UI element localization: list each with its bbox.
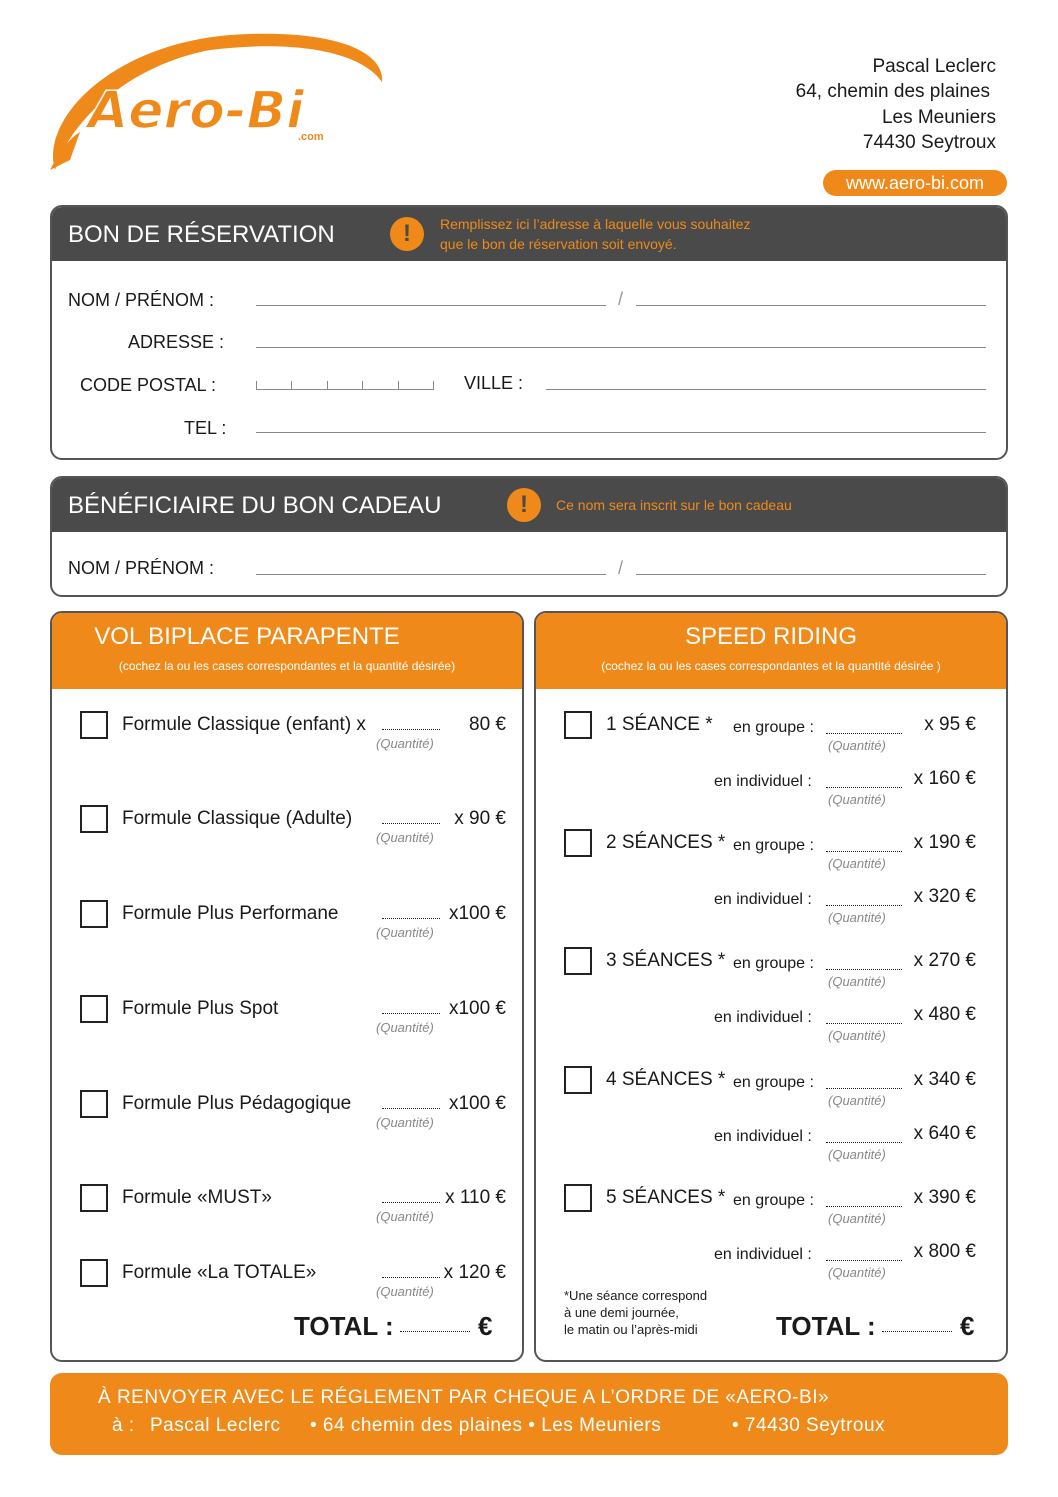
session-note-line3: le matin ou l’après-midi	[564, 1322, 698, 1337]
quantity-label: (Quantité)	[828, 1028, 886, 1043]
beneficiary-warning: Ce nom sera inscrit sur le bon cadeau	[556, 497, 792, 513]
return-name: Pascal Leclerc	[150, 1415, 281, 1436]
individual-price: x 640 €	[913, 1123, 976, 1144]
biplace-quantity-field[interactable]	[382, 1108, 440, 1109]
biplace-item-price: x100 €	[448, 1093, 506, 1114]
individual-label: en individuel :	[714, 1128, 812, 1145]
speed-riding-title: SPEED RIDING	[684, 623, 858, 650]
quantity-label: (Quantité)	[828, 910, 886, 925]
city-field[interactable]	[546, 389, 986, 390]
group-quantity-field[interactable]	[826, 1088, 902, 1089]
individual-label: en individuel :	[714, 1009, 812, 1026]
biplace-item-checkbox[interactable]	[80, 711, 108, 739]
biplace-total-field[interactable]	[400, 1331, 470, 1332]
speed-session-label: 1 SÉANCE *	[606, 714, 713, 735]
individual-price: x 480 €	[913, 1004, 976, 1025]
quantity-label: (Quantité)	[376, 1209, 434, 1224]
biplace-section	[50, 611, 524, 1362]
beneficiary-header	[52, 478, 1006, 532]
group-label: en groupe :	[733, 955, 814, 972]
reservation-section	[50, 205, 1008, 460]
quantity-label: (Quantité)	[376, 1284, 434, 1299]
biplace-quantity-field[interactable]	[382, 1277, 440, 1278]
biplace-item-checkbox[interactable]	[80, 900, 108, 928]
group-label: en groupe :	[733, 1192, 814, 1209]
biplace-item-price: x 110 €	[445, 1187, 506, 1208]
group-label: en groupe :	[733, 1074, 814, 1091]
biplace-item-checkbox[interactable]	[80, 1184, 108, 1212]
individual-quantity-field[interactable]	[826, 1142, 902, 1143]
speed-riding-section	[534, 611, 1008, 1362]
biplace-quantity-field[interactable]	[382, 1013, 440, 1014]
speed-riding-header	[536, 613, 1006, 689]
biplace-item-checkbox[interactable]	[80, 1090, 108, 1118]
beneficiary-title: BÉNÉFICIAIRE DU BON CADEAU	[68, 492, 442, 519]
beneficiary-name-label: NOM / PRÉNOM :	[68, 558, 215, 578]
speed-session-checkbox[interactable]	[564, 1066, 592, 1094]
biplace-item-price: x100 €	[448, 998, 506, 1019]
individual-price: x 800 €	[913, 1241, 976, 1262]
beneficiary-first-name-field[interactable]	[636, 574, 986, 575]
logo-suffix: .com	[298, 131, 324, 143]
group-quantity-field[interactable]	[826, 969, 902, 970]
city-label: VILLE :	[464, 373, 524, 393]
return-instructions	[50, 1373, 1008, 1455]
biplace-quantity-field[interactable]	[382, 918, 440, 919]
quantity-label: (Quantité)	[828, 738, 886, 753]
speed-total-field[interactable]	[882, 1331, 952, 1332]
biplace-header	[52, 613, 522, 689]
biplace-subtitle: (cochez la ou les cases correspondantes et la quantité désirée)	[118, 659, 456, 673]
session-note-line2: à une demi journée,	[564, 1305, 679, 1320]
biplace-item-checkbox[interactable]	[80, 995, 108, 1023]
speed-session-checkbox[interactable]	[564, 829, 592, 857]
aero-bi-logo	[40, 10, 400, 180]
individual-quantity-field[interactable]	[826, 787, 902, 788]
quantity-label: (Quantité)	[828, 974, 886, 989]
quantity-label: (Quantité)	[828, 792, 886, 807]
first-name-field[interactable]	[636, 305, 986, 306]
reservation-header	[52, 207, 1006, 261]
session-note-line1: *Une séance correspond	[564, 1288, 708, 1303]
sender-name: Pascal Leclerc	[872, 56, 996, 77]
speed-session-label: 3 SÉANCES *	[606, 950, 726, 971]
speed-riding-subtitle: (cochez la ou les cases correspondantes et la quantité désirée )	[601, 659, 941, 673]
return-street: • 64 chemin des plaines • Les Meuniers	[310, 1415, 662, 1436]
return-postal: • 74430 Seytroux	[732, 1415, 886, 1436]
name-separator: /	[618, 558, 624, 578]
beneficiary-last-name-field[interactable]	[256, 574, 606, 575]
reservation-title: BON DE RÉSERVATION	[68, 221, 335, 248]
name-label: NOM / PRÉNOM :	[68, 290, 215, 310]
tel-field[interactable]	[256, 432, 986, 433]
reservation-warning-line1: Remplissez ici l’adresse à laquelle vous souhaitez	[440, 216, 751, 232]
biplace-total-label: TOTAL :	[294, 1311, 394, 1341]
warning-icon: !	[390, 217, 424, 251]
quantity-label: (Quantité)	[828, 1093, 886, 1108]
last-name-field[interactable]	[256, 305, 606, 306]
group-quantity-field[interactable]	[826, 1206, 902, 1207]
biplace-item-label: Formule «MUST»	[122, 1187, 272, 1208]
quantity-label: (Quantité)	[828, 1147, 886, 1162]
group-price: x 95 €	[924, 714, 976, 735]
biplace-item-price: x100 €	[448, 903, 506, 924]
individual-quantity-field[interactable]	[826, 1023, 902, 1024]
quantity-label: (Quantité)	[376, 1115, 434, 1130]
speed-total-label: TOTAL :	[776, 1311, 876, 1341]
individual-label: en individuel :	[714, 773, 812, 790]
biplace-quantity-field[interactable]	[382, 729, 440, 730]
group-price: x 190 €	[913, 832, 976, 853]
return-instructions-line1: À RENVOYER AVEC LE RÉGLEMENT PAR CHEQUE A L’ORDRE DE «AERO-BI»	[98, 1387, 830, 1408]
individual-price: x 160 €	[913, 768, 976, 789]
return-to-label: à :	[112, 1415, 135, 1436]
quantity-label: (Quantité)	[376, 830, 434, 845]
biplace-item-label: Formule Plus Pédagogique	[122, 1093, 352, 1114]
group-price: x 340 €	[913, 1069, 976, 1090]
biplace-item-price: x 120 €	[443, 1262, 506, 1283]
biplace-item-price: 80 €	[469, 714, 506, 735]
speed-session-checkbox[interactable]	[564, 1184, 592, 1212]
sender-postal-city: 74430 Seytroux	[862, 132, 996, 153]
individual-quantity-field[interactable]	[826, 905, 902, 906]
speed-session-label: 5 SÉANCES *	[606, 1187, 726, 1208]
quantity-label: (Quantité)	[376, 925, 434, 940]
group-label: en groupe :	[733, 719, 814, 736]
biplace-title: VOL BIPLACE PARAPENTE	[94, 623, 400, 650]
quantity-label: (Quantité)	[376, 1020, 434, 1035]
sender-street: 64, chemin des plaines	[795, 81, 990, 102]
reservation-warning-line2: que le bon de réservation soit envoyé.	[440, 236, 677, 252]
biplace-item-checkbox[interactable]	[80, 1259, 108, 1287]
postal-code-label: CODE POSTAL :	[80, 375, 217, 395]
biplace-item-checkbox[interactable]	[80, 805, 108, 833]
group-quantity-field[interactable]	[826, 851, 902, 852]
address-field[interactable]	[256, 347, 986, 348]
sender-locality: Les Meuniers	[881, 107, 996, 128]
individual-price: x 320 €	[913, 886, 976, 907]
name-separator: /	[618, 289, 624, 309]
speed-session-checkbox[interactable]	[564, 947, 592, 975]
speed-total-currency: €	[960, 1311, 975, 1341]
quantity-label: (Quantité)	[828, 856, 886, 871]
quantity-label: (Quantité)	[828, 1265, 886, 1280]
individual-label: en individuel :	[714, 891, 812, 908]
group-quantity-field[interactable]	[826, 733, 902, 734]
individual-label: en individuel :	[714, 1246, 812, 1263]
warning-icon: !	[507, 488, 541, 522]
biplace-item-label: Formule Plus Performane	[122, 903, 339, 924]
biplace-total-currency: €	[478, 1311, 493, 1341]
group-label: en groupe :	[733, 837, 814, 854]
address-label: ADRESSE :	[128, 332, 225, 352]
quantity-label: (Quantité)	[376, 736, 434, 751]
group-price: x 270 €	[913, 950, 976, 971]
group-price: x 390 €	[913, 1187, 976, 1208]
individual-quantity-field[interactable]	[826, 1260, 902, 1261]
speed-session-label: 4 SÉANCES *	[606, 1069, 726, 1090]
postal-code-field[interactable]	[256, 379, 434, 390]
speed-session-label: 2 SÉANCES *	[606, 832, 726, 853]
biplace-item-label: Formule Classique (enfant) x	[122, 714, 366, 735]
biplace-quantity-field[interactable]	[382, 1202, 440, 1203]
biplace-item-label: Formule Classique (Adulte)	[122, 808, 353, 829]
biplace-quantity-field[interactable]	[382, 823, 440, 824]
speed-session-checkbox[interactable]	[564, 711, 592, 739]
website-link[interactable]: www.aero-bi.com	[823, 170, 1007, 196]
quantity-label: (Quantité)	[828, 1211, 886, 1226]
tel-label: TEL :	[184, 418, 227, 438]
svg-text:Aero-Bi: Aero-Bi	[88, 81, 304, 141]
beneficiary-section	[50, 476, 1008, 597]
biplace-item-label: Formule «La TOTALE»	[122, 1262, 317, 1283]
biplace-item-label: Formule Plus Spot	[122, 998, 279, 1019]
biplace-item-price: x 90 €	[454, 808, 506, 829]
